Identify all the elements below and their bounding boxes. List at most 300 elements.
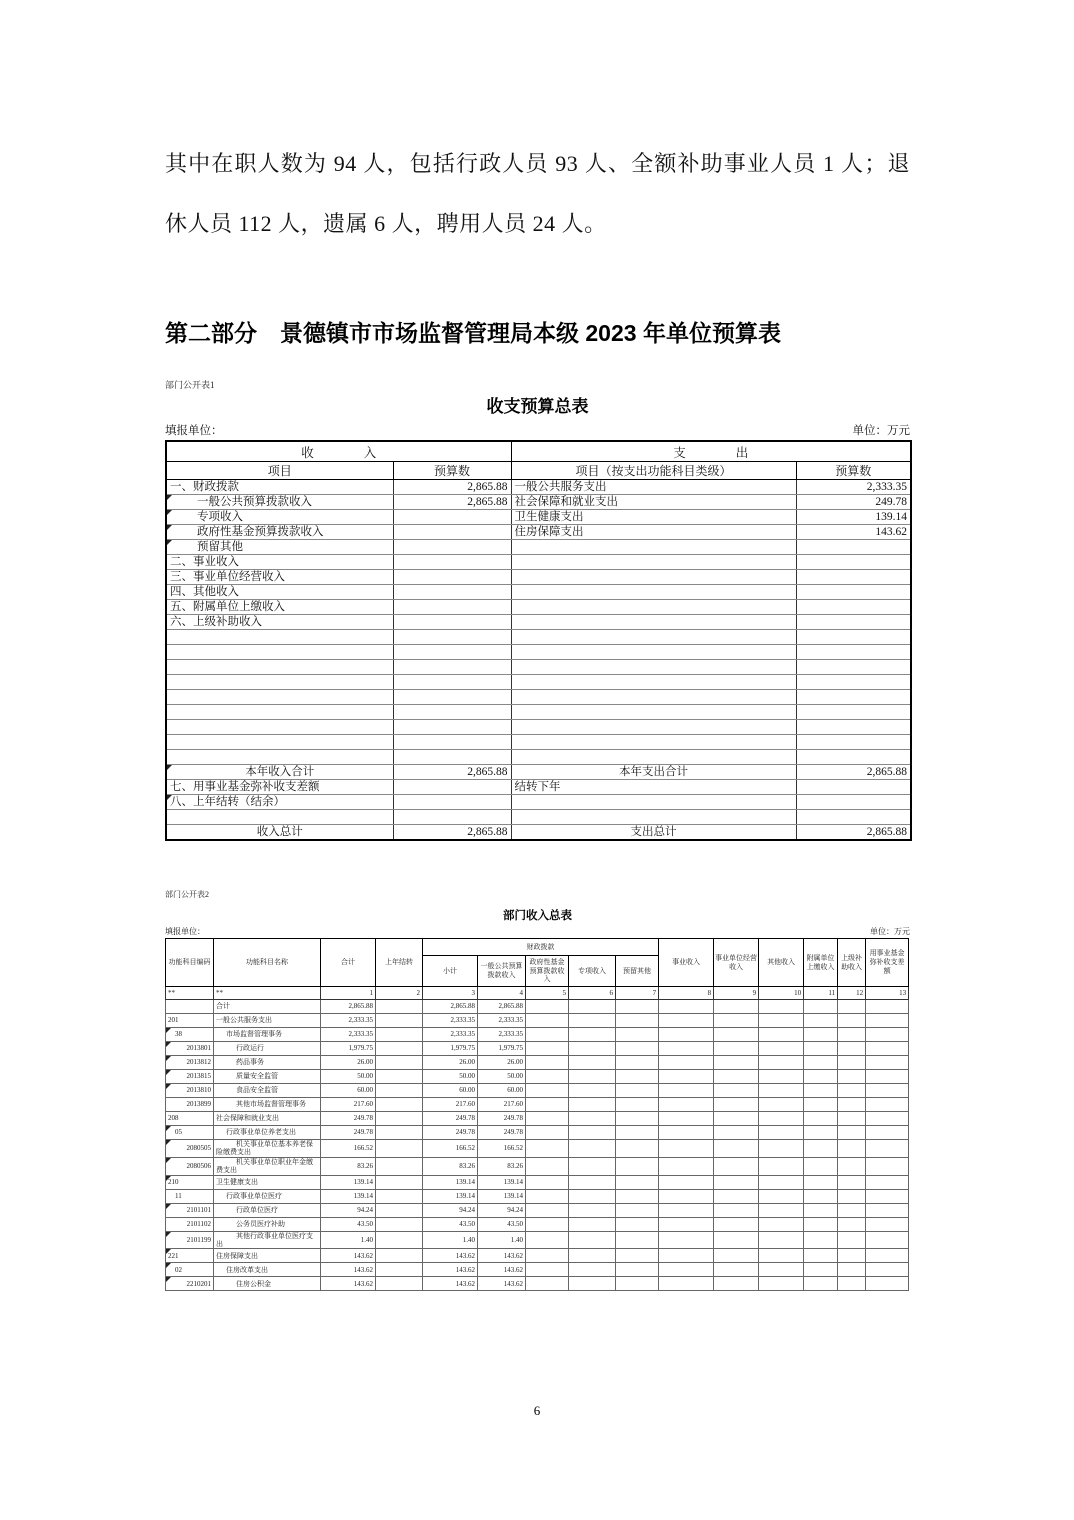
t2-total: 1.40 [321,1231,376,1249]
t2-empty-cell [616,1042,659,1056]
col-header-fund-balance: 用事业基金弥补收支差额 [866,939,909,987]
summary-budget-table-section [165,378,910,841]
t2-empty-cell [659,1042,714,1056]
table1-row [166,570,911,585]
t2-empty-cell [838,1056,866,1070]
t2-empty-cell [526,1042,569,1056]
index-cell: 6 [569,987,616,1000]
t2-function-name: 其他行政事业单位医疗支出 [214,1231,321,1249]
t2-function-code: 2080505 [166,1140,214,1158]
t2-empty-cell [759,1157,804,1175]
t2-carryover [376,1056,423,1070]
section-heading: 第二部分 景德镇市市场监督管理局本级 2023 年单位预算表 [165,320,781,346]
t1-expense-amount: 249.78 [796,495,911,510]
t2-function-code: 2101102 [166,1217,214,1231]
t1-income-item: 二、事业收入 [166,555,393,570]
t1-income-item [166,690,393,705]
t2-total: 83.26 [321,1157,376,1175]
t1-income-item: 六、上级补助收入 [166,615,393,630]
index-cell: 1 [321,987,376,1000]
t2-total: 60.00 [321,1084,376,1098]
table2-row [166,1263,909,1277]
table1-row [166,615,911,630]
t2-total: 249.78 [321,1112,376,1126]
t2-general-budget-income: 1.40 [478,1231,526,1249]
t2-empty-cell [659,1126,714,1140]
t2-carryover [376,1070,423,1084]
t2-empty-cell [804,1140,838,1158]
col-header-fiscal-appropriation-group: 财政拨款 [423,939,659,956]
t2-function-code: 2101101 [166,1203,214,1217]
t2-empty-cell [804,1249,838,1263]
t1-income-item [166,660,393,675]
table1-row [166,795,911,810]
table2-row [166,1189,909,1203]
t2-total: 2,333.35 [321,1014,376,1028]
table1-row [166,750,911,765]
t2-carryover [376,1112,423,1126]
t2-empty-cell [866,1000,909,1014]
t1-expense-item [511,600,796,615]
t1-income-item [166,810,393,825]
t1-income-item [166,645,393,660]
t2-total: 143.62 [321,1277,376,1291]
t2-empty-cell [569,1217,616,1231]
table1-column-header-row [166,462,911,480]
t2-empty-cell [526,1028,569,1042]
t2-empty-cell [759,1277,804,1291]
table1-row [166,660,911,675]
t2-fiscal-subtotal: 2,865.88 [423,1000,478,1014]
t2-empty-cell [838,1217,866,1231]
t2-total: 2,333.35 [321,1028,376,1042]
t2-general-budget-income: 2,333.35 [478,1014,526,1028]
table2-row [166,1070,909,1084]
t2-fiscal-subtotal: 139.14 [423,1189,478,1203]
table1-row [166,525,911,540]
t2-empty-cell [804,1203,838,1217]
t1-expense-amount [796,630,911,645]
index-cell: 2 [376,987,423,1000]
table1-row [166,705,911,720]
t2-general-budget-income: 83.26 [478,1157,526,1175]
t2-empty-cell [804,1189,838,1203]
t1-income-amount [393,720,511,735]
t2-general-budget-income: 1,979.75 [478,1042,526,1056]
t1-expense-item [511,705,796,720]
t2-empty-cell [838,1231,866,1249]
t2-empty-cell [838,1140,866,1158]
t2-fiscal-subtotal: 43.50 [423,1217,478,1231]
t1-income-amount [393,585,511,600]
t2-empty-cell [866,1263,909,1277]
t2-carryover [376,1028,423,1042]
t2-empty-cell [569,1056,616,1070]
t2-empty-cell [866,1231,909,1249]
table2-index-row [166,987,909,1000]
t2-fiscal-subtotal: 60.00 [423,1084,478,1098]
t2-carryover [376,1203,423,1217]
t1-expense-amount: 2,865.88 [796,765,911,780]
table1-row [166,675,911,690]
t2-empty-cell [526,1000,569,1014]
t1-income-amount [393,540,511,555]
t2-total: 2,865.88 [321,1000,376,1014]
t1-income-amount [393,555,511,570]
t2-empty-cell [616,1249,659,1263]
t1-expense-amount [796,660,911,675]
t2-empty-cell [569,1042,616,1056]
col-header-institutional-income: 事业收入 [659,939,714,987]
t2-carryover [376,1217,423,1231]
table2-header-row-1 [166,939,909,956]
t2-general-budget-income: 217.60 [478,1098,526,1112]
t2-function-name: 行政运行 [214,1042,321,1056]
t2-function-name: 机关事业单位基本养老保险缴费支出 [214,1140,321,1158]
t2-empty-cell [759,1140,804,1158]
t2-empty-cell [866,1157,909,1175]
t2-general-budget-income: 2,865.88 [478,1000,526,1014]
t2-function-name: 质量安全监管 [214,1070,321,1084]
t2-empty-cell [569,1189,616,1203]
table2-row [166,1140,909,1158]
t2-empty-cell [659,1056,714,1070]
index-cell: ** [166,987,214,1000]
t2-function-code: 11 [166,1189,214,1203]
table2-row [166,1028,909,1042]
t2-fiscal-subtotal: 2,333.35 [423,1014,478,1028]
t2-empty-cell [866,1014,909,1028]
t2-empty-cell [838,1126,866,1140]
t1-expense-amount: 143.62 [796,525,911,540]
index-cell: 4 [478,987,526,1000]
t2-empty-cell [569,1231,616,1249]
t2-empty-cell [866,1112,909,1126]
t2-empty-cell [569,1157,616,1175]
t2-empty-cell [838,1175,866,1189]
t2-empty-cell [866,1277,909,1291]
t2-empty-cell [616,1112,659,1126]
t1-income-amount [393,780,511,795]
t1-income-item: 本年收入合计 [166,765,393,780]
col-header-special-income: 专项收入 [569,956,616,987]
index-cell: 5 [526,987,569,1000]
t2-empty-cell [714,1175,759,1189]
t2-empty-cell [866,1189,909,1203]
table1-row [166,555,911,570]
table2-row [166,1175,909,1189]
t1-income-item [166,675,393,690]
index-cell: 10 [759,987,804,1000]
t2-carryover [376,1175,423,1189]
t1-expense-amount: 2,333.35 [796,480,911,495]
t1-expense-item [511,645,796,660]
t2-empty-cell [759,1070,804,1084]
t1-expense-amount [796,540,911,555]
t2-function-code: 2101199 [166,1231,214,1249]
t2-general-budget-income: 249.78 [478,1112,526,1126]
t2-empty-cell [616,1070,659,1084]
t1-expense-item: 支出总计 [511,825,796,841]
intro-paragraph: 其中在职人数为 94 人，包括行政人员 93 人、全额补助事业人员 1 人；退休人员 112 人，遗属 6 人，聘用人员 24 人。 [165,151,910,236]
t2-empty-cell [838,1084,866,1098]
t2-empty-cell [616,1203,659,1217]
t2-empty-cell [659,1263,714,1277]
t1-expense-item [511,555,796,570]
t1-expense-item [511,570,796,585]
t2-empty-cell [804,1014,838,1028]
t1-income-item: 一、财政拨款 [166,480,393,495]
t2-empty-cell [804,1098,838,1112]
t1-income-item: 七、用事业基金弥补收支差额 [166,780,393,795]
table1-group-header-row [166,441,911,462]
t2-general-budget-income: 139.14 [478,1189,526,1203]
t2-empty-cell [804,1157,838,1175]
t2-empty-cell [569,1175,616,1189]
revenue-expenditure-summary-table [165,440,912,841]
t2-total: 249.78 [321,1126,376,1140]
t1-expense-item: 卫生健康支出 [511,510,796,525]
t2-empty-cell [714,1126,759,1140]
t1-income-amount [393,810,511,825]
t2-fiscal-subtotal: 1,979.75 [423,1042,478,1056]
index-cell: 12 [838,987,866,1000]
t2-empty-cell [838,1277,866,1291]
t2-carryover [376,1231,423,1249]
t2-empty-cell [866,1098,909,1112]
index-cell: 7 [616,987,659,1000]
index-cell: 11 [804,987,838,1000]
t2-function-name: 行政事业单位养老支出 [214,1126,321,1140]
t2-function-name: 合计 [214,1000,321,1014]
table2-row [166,1217,909,1231]
t2-empty-cell [526,1249,569,1263]
table1-row [166,780,911,795]
t1-income-item: 收入总计 [166,825,393,841]
t2-total: 217.60 [321,1098,376,1112]
t1-expense-amount [796,750,911,765]
t2-empty-cell [526,1070,569,1084]
t2-empty-cell [616,1157,659,1175]
t1-income-item: 四、其他收入 [166,585,393,600]
t2-function-name: 社会保障和就业支出 [214,1112,321,1126]
t2-fiscal-subtotal: 166.52 [423,1140,478,1158]
index-cell: 9 [714,987,759,1000]
t1-expense-amount [796,735,911,750]
index-cell: 3 [423,987,478,1000]
t2-fiscal-subtotal: 139.14 [423,1175,478,1189]
t2-empty-cell [804,1112,838,1126]
t2-carryover [376,1126,423,1140]
t2-fiscal-subtotal: 83.26 [423,1157,478,1175]
t2-function-code: 2013815 [166,1070,214,1084]
t2-empty-cell [714,1203,759,1217]
t2-empty-cell [714,1000,759,1014]
table1-row [166,540,911,555]
t2-function-code: 2013812 [166,1056,214,1070]
t2-empty-cell [838,1263,866,1277]
t2-empty-cell [616,1014,659,1028]
t2-function-name: 公务员医疗补助 [214,1217,321,1231]
t1-income-item: 预留其他 [166,540,393,555]
table1-row [166,690,911,705]
t1-income-amount [393,750,511,765]
t2-empty-cell [759,1112,804,1126]
t2-empty-cell [714,1263,759,1277]
table2-row [166,1231,909,1249]
t2-empty-cell [569,1014,616,1028]
table2-tag: 部门公开表2 [165,890,209,899]
t2-empty-cell [714,1042,759,1056]
t1-income-item [166,630,393,645]
t1-expense-amount [796,705,911,720]
t2-empty-cell [659,1189,714,1203]
t2-fiscal-subtotal: 217.60 [423,1098,478,1112]
t2-empty-cell [616,1098,659,1112]
t2-empty-cell [838,1112,866,1126]
t2-empty-cell [569,1277,616,1291]
t1-expense-item [511,795,796,810]
t1-expense-amount [796,795,911,810]
t2-empty-cell [616,1140,659,1158]
t2-total: 139.14 [321,1175,376,1189]
t1-expense-amount [796,585,911,600]
t1-income-item: 五、附属单位上缴收入 [166,600,393,615]
table2-fill-unit-label: 填报单位： [165,927,205,936]
t2-carryover [376,1000,423,1014]
t1-expense-amount [796,645,911,660]
t2-empty-cell [866,1203,909,1217]
t2-empty-cell [659,1231,714,1249]
t2-empty-cell [616,1175,659,1189]
t1-expense-item: 本年支出合计 [511,765,796,780]
t2-function-name: 住房改革支出 [214,1263,321,1277]
t2-empty-cell [659,1000,714,1014]
t2-function-name: 其他市场监督管理事务 [214,1098,321,1112]
t2-empty-cell [569,1084,616,1098]
t2-carryover [376,1140,423,1158]
t1-income-item: 三、事业单位经营收入 [166,570,393,585]
table2-row [166,1249,909,1263]
t2-empty-cell [659,1175,714,1189]
t2-function-code [166,1000,214,1014]
t2-carryover [376,1189,423,1203]
t2-total: 43.50 [321,1217,376,1231]
t2-empty-cell [714,1098,759,1112]
table1-row [166,735,911,750]
t2-empty-cell [804,1042,838,1056]
t1-expense-item: 结转下年 [511,780,796,795]
t2-fiscal-subtotal: 50.00 [423,1070,478,1084]
t2-empty-cell [659,1277,714,1291]
t1-expense-item: 一般公共服务支出 [511,480,796,495]
t2-empty-cell [804,1000,838,1014]
t1-expense-item [511,660,796,675]
t1-income-item [166,750,393,765]
t2-empty-cell [714,1028,759,1042]
table1-tag: 部门公开表1 [165,380,215,390]
t2-empty-cell [616,1126,659,1140]
t2-empty-cell [838,1000,866,1014]
expense-group-header: 支 出 [511,441,911,462]
col-header-superior-subsidy: 上级补助收入 [838,939,866,987]
t2-carryover [376,1014,423,1028]
t2-empty-cell [569,1140,616,1158]
t2-empty-cell [659,1112,714,1126]
t2-general-budget-income: 60.00 [478,1084,526,1098]
t2-function-code: 201 [166,1014,214,1028]
t2-function-code: 2210201 [166,1277,214,1291]
t2-empty-cell [866,1084,909,1098]
t2-empty-cell [714,1277,759,1291]
table1-row [166,585,911,600]
t2-empty-cell [526,1014,569,1028]
t2-empty-cell [714,1014,759,1028]
t2-function-code: 05 [166,1126,214,1140]
t1-expense-amount: 139.14 [796,510,911,525]
t2-general-budget-income: 50.00 [478,1070,526,1084]
t1-income-amount [393,735,511,750]
t2-fiscal-subtotal: 143.62 [423,1277,478,1291]
t2-empty-cell [759,1203,804,1217]
t1-income-item [166,705,393,720]
t2-empty-cell [526,1203,569,1217]
t2-empty-cell [804,1175,838,1189]
col-header-subsidiary-income: 附属单位上缴收入 [804,939,838,987]
t2-empty-cell [714,1070,759,1084]
t2-empty-cell [526,1231,569,1249]
t2-carryover [376,1098,423,1112]
t2-general-budget-income: 26.00 [478,1056,526,1070]
t2-empty-cell [526,1175,569,1189]
table2-unit-label: 单位：万元 [870,927,910,936]
t2-empty-cell [526,1112,569,1126]
t2-total: 26.00 [321,1056,376,1070]
t2-empty-cell [804,1231,838,1249]
t2-empty-cell [526,1140,569,1158]
col-header-total: 合计 [321,939,376,987]
t2-function-code: 208 [166,1112,214,1126]
index-cell: 8 [659,987,714,1000]
t2-empty-cell [714,1157,759,1175]
t2-fiscal-subtotal: 143.62 [423,1249,478,1263]
t1-income-item: 政府性基金预算拨款收入 [166,525,393,540]
t2-empty-cell [616,1231,659,1249]
t2-empty-cell [569,1028,616,1042]
t2-carryover [376,1249,423,1263]
col-header-other-income: 其他收入 [759,939,804,987]
col-header-fiscal-subtotal: 小计 [423,956,478,987]
col-header-operating-income: 事业单位经营收入 [714,939,759,987]
t2-carryover [376,1263,423,1277]
table2-row [166,1277,909,1291]
t2-empty-cell [714,1140,759,1158]
t1-income-amount [393,525,511,540]
t2-empty-cell [569,1249,616,1263]
t1-expense-item [511,630,796,645]
t2-empty-cell [838,1014,866,1028]
t1-income-amount: 2,865.88 [393,825,511,841]
t2-empty-cell [569,1203,616,1217]
table1-row [166,495,911,510]
table2-row [166,1084,909,1098]
t2-empty-cell [659,1084,714,1098]
t2-empty-cell [659,1098,714,1112]
t2-empty-cell [866,1028,909,1042]
t1-income-item: 八、上年结转（结余） [166,795,393,810]
col-header-carryover: 上年结转 [376,939,423,987]
t2-carryover [376,1277,423,1291]
